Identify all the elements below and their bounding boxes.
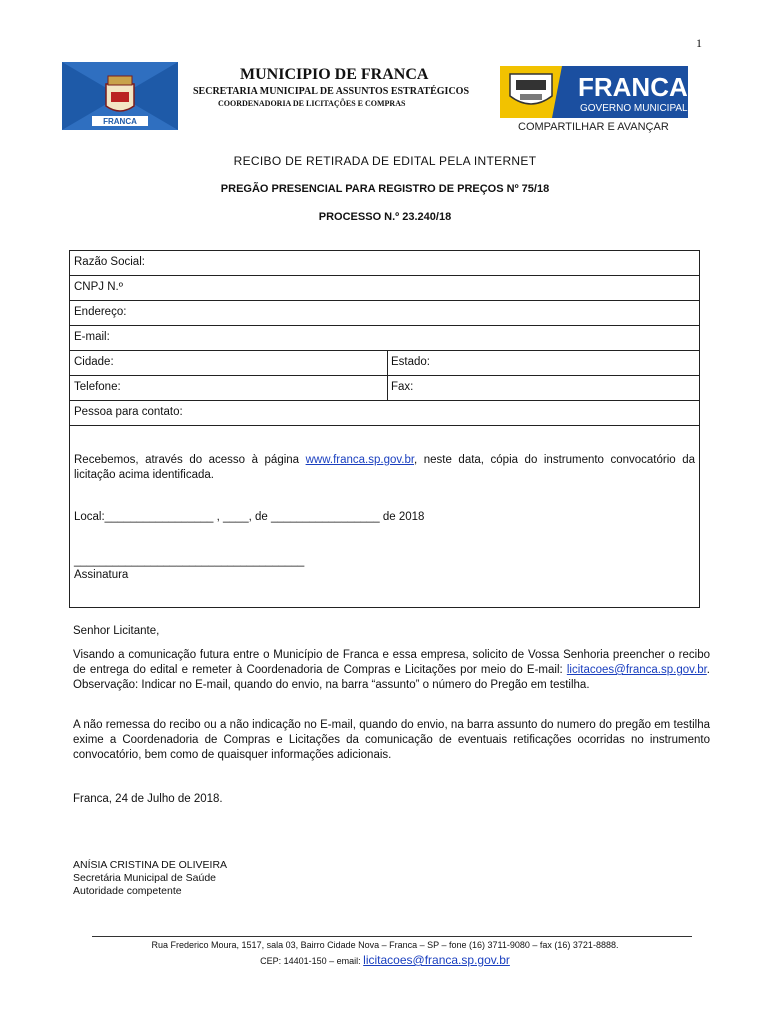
form-row-cnpj xyxy=(70,276,699,301)
footer-cep: CEP: 14401-150 – email: xyxy=(260,956,364,966)
secretaria-name: SECRETARIA MUNICIPAL DE ASSUNTOS ESTRATÉGICOS xyxy=(193,86,470,97)
form-row-cidade-estado xyxy=(70,351,699,376)
logo-name: FRANCA xyxy=(578,72,688,102)
signer-authority: Autoridade competente xyxy=(73,885,182,897)
signature-label: Assinatura xyxy=(74,569,129,581)
franca-logo xyxy=(500,66,688,118)
footer-email-link[interactable]: licitacoes@franca.sp.gov.br xyxy=(363,953,510,967)
pessoa-contato-label: Pessoa para contato: xyxy=(74,406,183,418)
column-divider xyxy=(387,376,388,400)
cnpj-label: CNPJ N.º xyxy=(74,281,123,293)
paragraph-1-start: Visando a comunicação futura entre o Município de Franca e essa empresa, solicito de Vossa Senhoria preencher o recibo de entrega do edital e remeter à Coordenadoria de Compras e Licitações por meio do E-mail: xyxy=(73,649,710,676)
signer-name: ANÍSIA CRISTINA DE OLIVEIRA xyxy=(73,859,228,871)
endereco-label: Endereço: xyxy=(74,306,127,318)
slogan: COMPARTILHAR E AVANÇAR xyxy=(518,121,669,133)
footer-divider xyxy=(92,936,692,937)
form-row-endereco xyxy=(70,301,699,326)
crest-label: FRANCA xyxy=(103,117,137,126)
letter-paragraph-2: A não remessa do recibo ou a não indicação no E-mail, quando do envio, na barra assunto do numero do pregão em testilha exime a Coordenadoria de Compras e Licitações da comunicação de eventuais retificações ocorridas no instrumento convocatório, bem como de quaisquer informações adicionais. xyxy=(73,719,710,761)
footer-contact xyxy=(0,953,770,967)
cidade-label: Cidade: xyxy=(74,356,114,368)
footer-address: Rua Frederico Moura, 1517, sala 03, Bairro Cidade Nova – Franca – SP – fone (16) 3711-9080 – fax (16) 3721-8888. xyxy=(151,940,619,950)
coordenadoria-name: COORDENADORIA DE LICITAÇÕES E COMPRAS xyxy=(218,99,406,108)
recebemos-text-start: Recebemos, através do acesso à página xyxy=(74,454,306,466)
email-link[interactable]: licitacoes@franca.sp.gov.br xyxy=(566,664,707,676)
pregao-title: PREGÃO PRESENCIAL PARA REGISTRO DE PREÇOS Nº 75/18 xyxy=(220,183,550,195)
form-row-email xyxy=(70,326,699,351)
letter-date: Franca, 24 de Julho de 2018. xyxy=(73,793,223,805)
telefone-label: Telefone: xyxy=(74,381,121,393)
crest-graphic xyxy=(62,62,178,130)
page-title: MUNICIPIO DE FRANCA xyxy=(240,66,429,83)
signature-line: ____________________________________ xyxy=(74,555,305,567)
estado-label: Estado: xyxy=(391,356,430,368)
local-date-line: Local:_________________ , ____, de _________________ de 2018 xyxy=(74,511,425,523)
column-divider xyxy=(387,351,388,375)
fax-label: Fax: xyxy=(391,381,414,393)
processo-title: PROCESSO N.º 23.240/18 xyxy=(318,211,452,223)
page-number: 1 xyxy=(696,36,702,50)
logo-subtitle: GOVERNO MUNICIPAL xyxy=(580,103,688,114)
website-link[interactable]: www.franca.sp.gov.br xyxy=(305,454,415,466)
letter-paragraph-1 xyxy=(73,648,710,693)
document-title: RECIBO DE RETIRADA DE EDITAL PELA INTERNET xyxy=(233,154,537,168)
recebemos-statement xyxy=(74,453,695,483)
signer-role: Secretária Municipal de Saúde xyxy=(73,872,217,884)
paragraph-1-end: . Observação: Indicar no E-mail, quando do envio, na barra “assunto” o número do Pregão em testilha. xyxy=(73,664,710,691)
razao-social-label: Razão Social: xyxy=(74,256,145,268)
city-crest xyxy=(62,62,178,130)
receipt-form xyxy=(69,250,700,608)
form-row-telefone-fax xyxy=(70,376,699,401)
recebemos-text-end: , neste data, cópia do instrumento convocatório da licitação acima identificada. xyxy=(74,454,695,481)
salutation: Senhor Licitante, xyxy=(73,625,160,637)
email-label: E-mail: xyxy=(74,331,110,343)
form-row-razao-social xyxy=(70,251,699,276)
form-row-pessoa-contato xyxy=(70,401,699,426)
